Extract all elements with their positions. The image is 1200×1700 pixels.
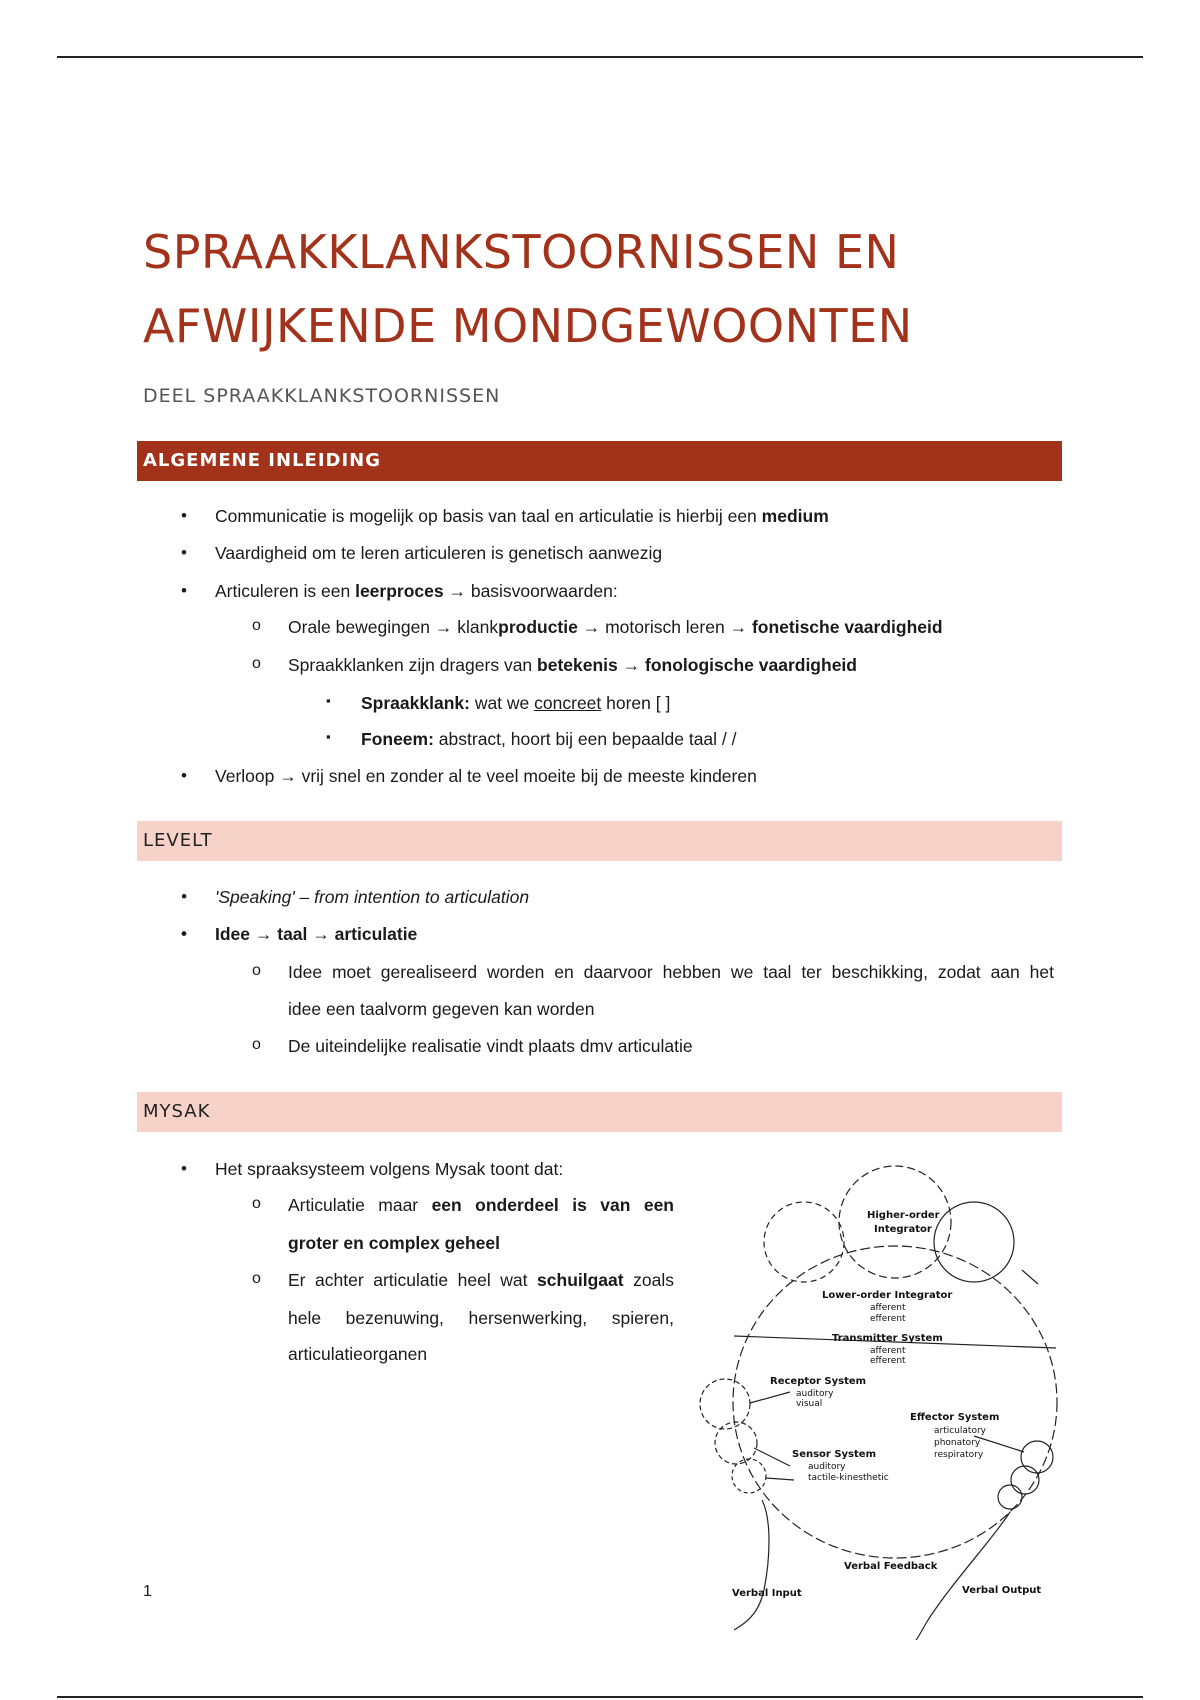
label-verbal-input: Verbal Input xyxy=(732,1588,802,1599)
label-visual: visual xyxy=(796,1399,823,1409)
effector-circle-2 xyxy=(1011,1466,1039,1494)
label-effector: Effector System xyxy=(910,1412,1000,1423)
list-item: o Idee moet gerealiseerd worden en daarvoor hebben we taal ter beschikking, zodat aan het xyxy=(288,962,1054,983)
bottom-rule xyxy=(57,1696,1143,1698)
item-bold: groter en complex geheel xyxy=(288,1233,501,1253)
item-bold: leerproces xyxy=(355,581,444,601)
left-circle xyxy=(764,1202,844,1282)
section-heading-inleiding: ALGEMENE INLEIDING xyxy=(137,441,1062,481)
top-rule xyxy=(57,56,1143,58)
item-text: → motorisch leren → xyxy=(577,617,752,637)
label-transmitter: Transmitter System xyxy=(832,1333,943,1344)
label-afferent-1: afferent xyxy=(870,1303,906,1313)
item-text: → basisvoorwaarden: xyxy=(443,581,618,601)
list-item: • Idee → taal → articulatie xyxy=(215,924,417,945)
list-item-continuation xyxy=(288,1233,500,1254)
item-text: zoals xyxy=(623,1270,674,1290)
effector-circle-1 xyxy=(1021,1441,1053,1473)
label-efferent-2: efferent xyxy=(870,1356,906,1366)
label-tactile: tactile-kinesthetic xyxy=(808,1473,889,1483)
right-circle xyxy=(934,1202,1014,1282)
list-item: o De uiteindelijke realisatie vindt plaats dmv articulatie xyxy=(288,1036,693,1057)
item-bold: fonologische vaardigheid xyxy=(645,655,857,675)
sensor-leader-2 xyxy=(766,1478,794,1480)
item-bold: Spraakklank: xyxy=(361,693,470,713)
item-bold: Foneem: xyxy=(361,729,434,749)
list-item xyxy=(288,655,857,676)
item-text: → xyxy=(617,655,645,675)
section-heading-levelt: LEVELT xyxy=(137,821,1062,861)
item-text: abstract, hoort bij een bepaalde taal / / xyxy=(433,729,737,749)
label-sensor: Sensor System xyxy=(792,1449,876,1460)
label-phonatory: phonatory xyxy=(934,1438,981,1448)
list-item-continuation: articulatieorganen xyxy=(288,1344,428,1364)
title-line-2: AFWIJKENDE MONDGEWOONTEN xyxy=(143,299,913,353)
label-respiratory: respiratory xyxy=(934,1450,984,1460)
list-item-continuation: idee een taalvorm gegeven kan worden xyxy=(288,999,595,1019)
list-item xyxy=(288,1195,674,1216)
item-text: wat we xyxy=(469,693,535,713)
mysak-speech-system-diagram xyxy=(692,1160,1072,1640)
label-auditory-2: auditory xyxy=(808,1462,846,1472)
label-verbal-output: Verbal Output xyxy=(962,1585,1042,1596)
list-item: • Vaardigheid om te leren articuleren is genetisch aanwezig xyxy=(215,543,662,564)
receptor-leader xyxy=(750,1392,790,1403)
item-text: Orale bewegingen → klank xyxy=(288,617,499,637)
list-item-continuation: hele bezenuwing, hersenwerking, spieren, xyxy=(288,1308,674,1328)
page-number: 1 xyxy=(143,1583,152,1600)
list-item: • 'Speaking' – from intention to articulation xyxy=(215,887,529,908)
item-text: Communicatie is mogelijk op basis van taal en articulatie is hierbij een xyxy=(215,506,762,526)
receptor-circle-3 xyxy=(732,1459,766,1493)
list-item xyxy=(361,693,670,714)
verbal-output-arrow xyxy=(916,1512,1010,1640)
item-text: Spraakklanken zijn dragers van xyxy=(288,655,538,675)
list-item xyxy=(215,506,829,527)
item-bold: betekenis xyxy=(537,655,618,675)
item-bold: fonetische vaardigheid xyxy=(751,617,943,637)
item-bold: medium xyxy=(761,506,829,526)
label-lower-order: Lower-order Integrator xyxy=(822,1290,953,1301)
effector-circle-3 xyxy=(998,1485,1022,1509)
item-text: horen [ ] xyxy=(601,693,671,713)
label-higher-order: Higher-order xyxy=(867,1210,940,1221)
label-afferent-2: afferent xyxy=(870,1346,906,1356)
item-text: Articuleren is een xyxy=(215,581,356,601)
list-item xyxy=(288,1270,674,1291)
title-line-1: SPRAAKKLANKSTOORNISSEN EN xyxy=(143,225,900,279)
receptor-circle-1 xyxy=(700,1379,750,1429)
section-heading-mysak: MYSAK xyxy=(137,1092,1062,1132)
label-efferent-1: efferent xyxy=(870,1314,906,1324)
label-receptor: Receptor System xyxy=(770,1376,867,1387)
document-subtitle: DEEL SPRAAKKLANKSTOORNISSEN xyxy=(143,385,501,407)
receptor-circle-2 xyxy=(715,1422,757,1464)
label-articulatory: articulatory xyxy=(934,1426,986,1436)
right-flow-arrow xyxy=(1022,1270,1038,1284)
list-item: • Het spraaksysteem volgens Mysak toont dat: xyxy=(215,1159,563,1180)
list-item xyxy=(361,729,737,750)
label-verbal-feedback: Verbal Feedback xyxy=(844,1561,938,1572)
document-title xyxy=(143,215,1043,363)
list-item: • Verloop → vrij snel en zonder al te veel moeite bij de meeste kinderen xyxy=(215,766,757,787)
verbal-input-arrow xyxy=(734,1500,769,1630)
item-bold: een onderdeel is van een xyxy=(431,1195,674,1215)
higher-order-circle xyxy=(839,1166,951,1278)
list-item xyxy=(215,581,618,602)
list-item xyxy=(288,617,943,638)
item-bold: productie xyxy=(498,617,578,637)
item-underline: concreet xyxy=(534,693,602,713)
label-auditory-1: auditory xyxy=(796,1389,834,1399)
item-text: Er achter articulatie heel wat xyxy=(288,1270,538,1290)
label-integrator: Integrator xyxy=(874,1224,932,1235)
item-text: Articulatie maar xyxy=(288,1195,432,1215)
item-bold: schuilgaat xyxy=(537,1270,624,1290)
